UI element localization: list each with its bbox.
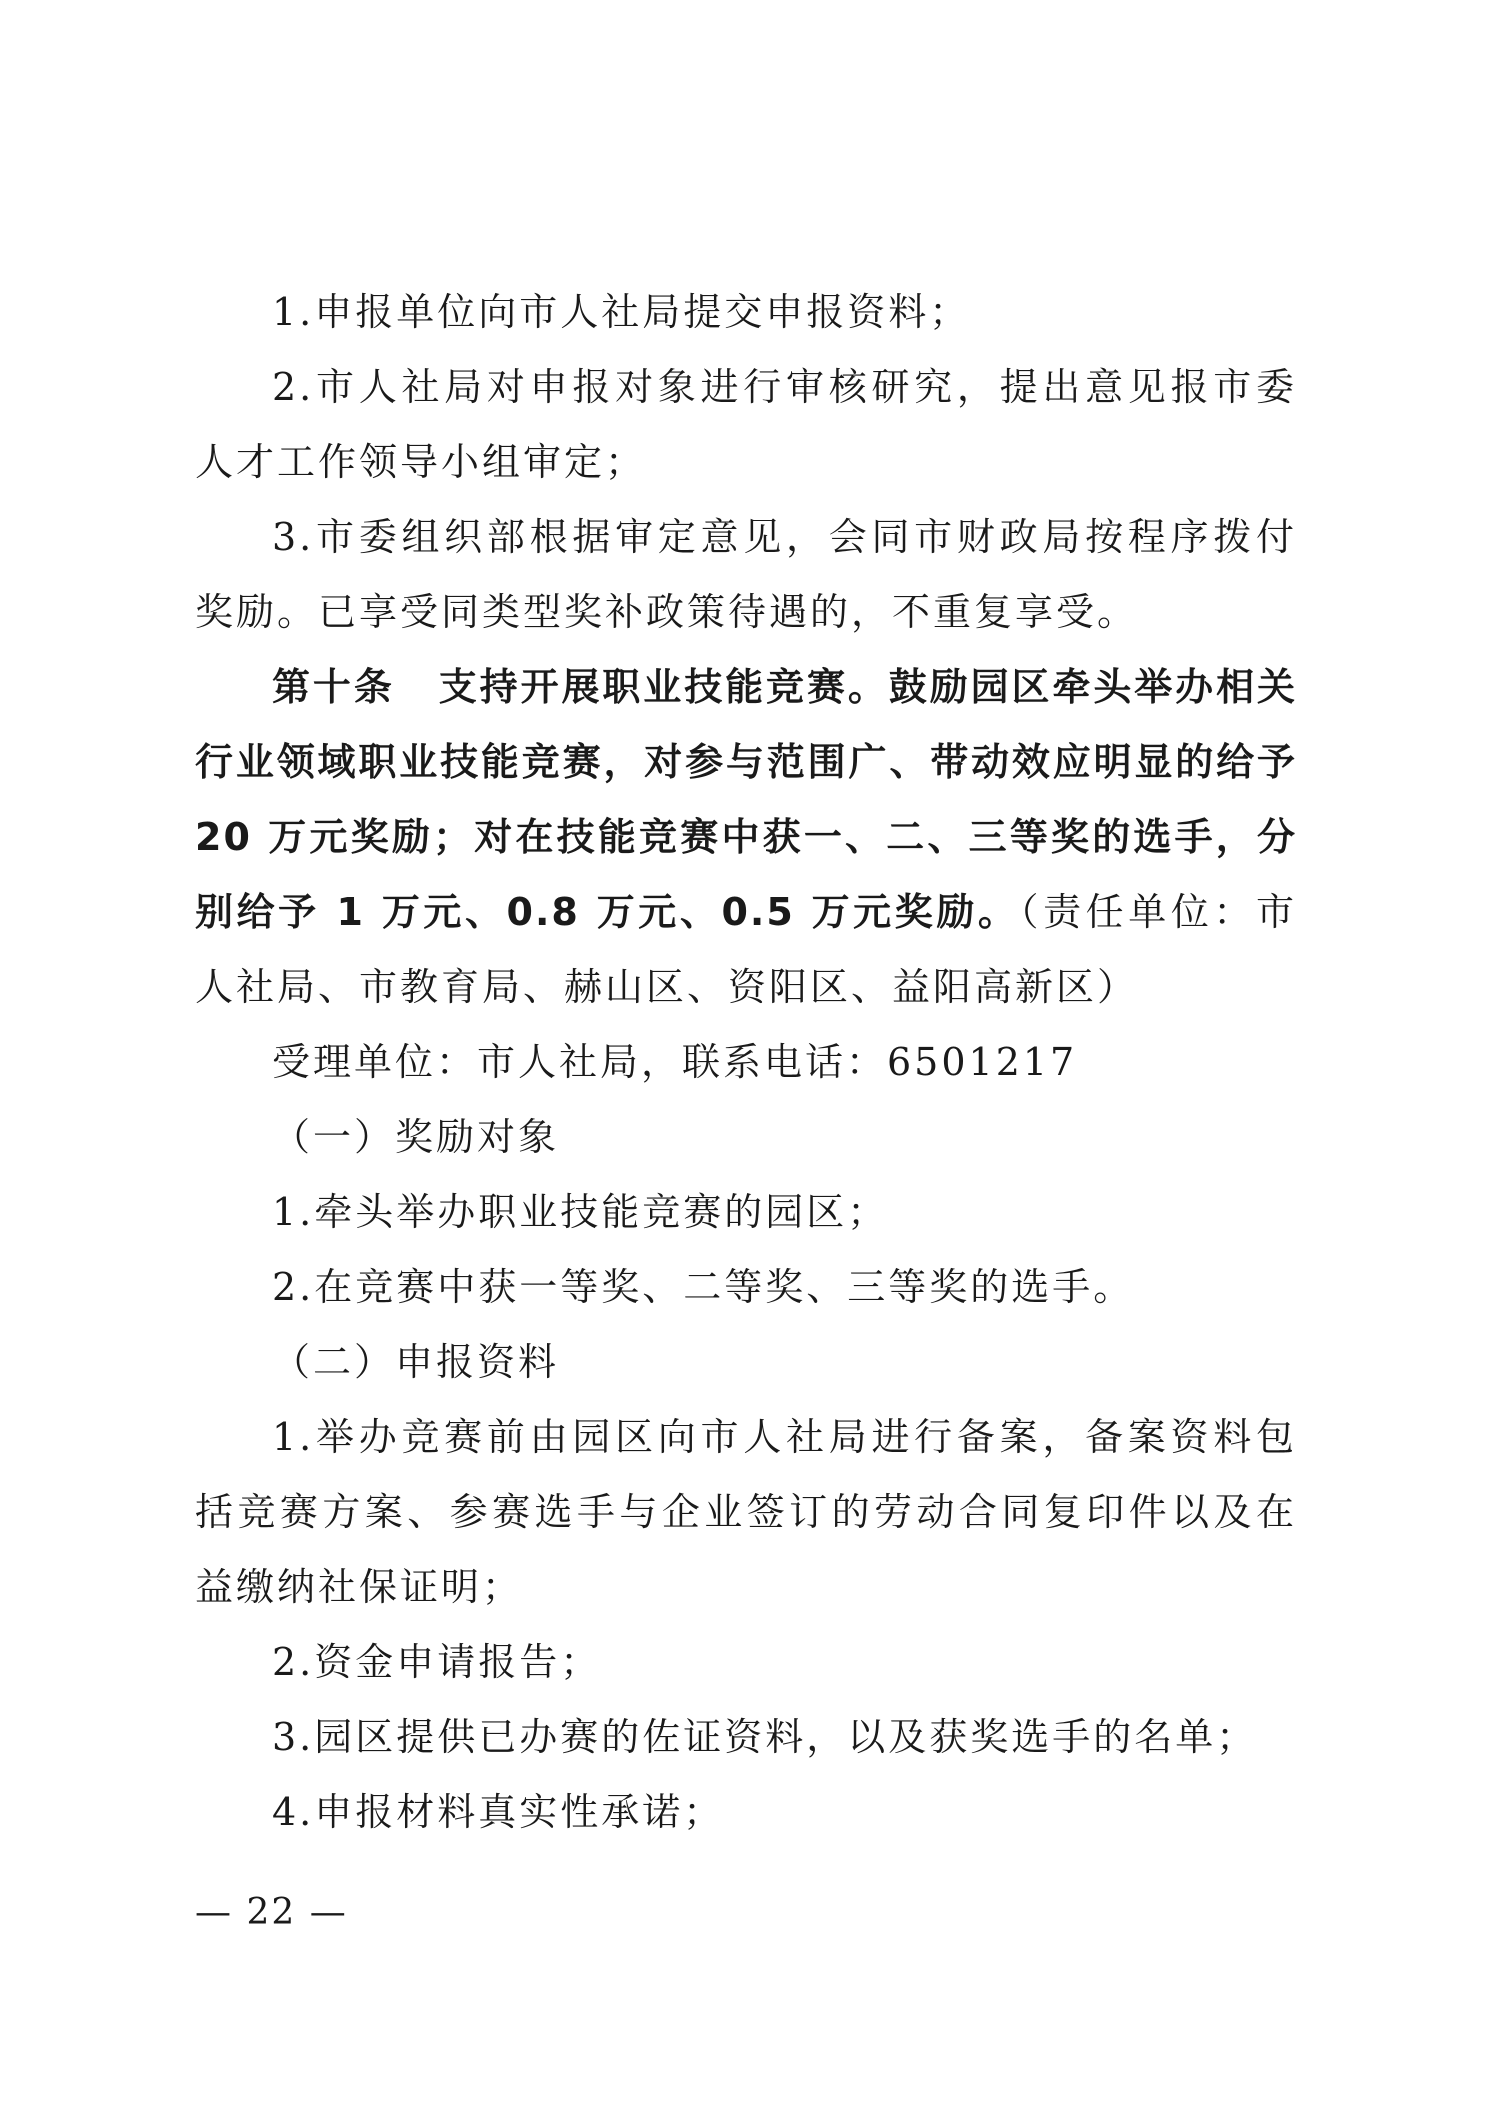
list-item: 2.在竞赛中获一等奖、二等奖、三等奖的选手。 (272, 1265, 1135, 1309)
article-bold-text: 支持开展职业技能竞赛。鼓励园区牵头举办相关行业领域职业技能竞赛，对参与范围广、带动效应明显的给予 20 万元奖励；对在技能竞赛中获一、二、三等奖的选手，分别给予 1 万元、0.8 万元、0.5 万元奖励。 (195, 665, 1297, 934)
article-paragraph (195, 650, 1297, 1025)
list-item: 1.牵头举办职业技能竞赛的园区； (272, 1190, 889, 1234)
page-number: — 22 — (195, 1892, 348, 1933)
paragraph-apply-step-3: 3.市委组织部根据审定意见，会同市财政局按程序拨付奖励。已享受同类型奖补政策待遇的，不重复享受。 (195, 515, 1297, 634)
list-item: 3.园区提供已办赛的佐证资料，以及获奖选手的名单； (272, 1715, 1258, 1759)
section-heading-materials: （二）申报资料 (272, 1340, 560, 1384)
list-item: 2.资金申请报告； (272, 1640, 602, 1684)
paragraph-apply-step-1: 1.申报单位向市人社局提交申报资料； (272, 290, 971, 334)
article-number: 第十条 (272, 665, 395, 709)
contact-line: 受理单位：市人社局，联系电话：6501217 (272, 1040, 1078, 1084)
paragraph-apply-step-2: 2.市人社局对申报对象进行审核研究，提出意见报市委人才工作领导小组审定； (195, 365, 1297, 484)
document-body (195, 275, 1297, 1850)
section-heading-reward-target: （一）奖励对象 (272, 1115, 560, 1159)
list-item: 4.申报材料真实性承诺； (272, 1790, 725, 1834)
article-responsibility: （责任单位：市人社局、市教育局、赫山区、资阳区、益阳高新区） (195, 890, 1297, 1009)
list-item: 1.举办竞赛前由园区向市人社局进行备案，备案资料包括竞赛方案、参赛选手与企业签订的劳动合同复印件以及在益缴纳社保证明； (195, 1415, 1297, 1609)
